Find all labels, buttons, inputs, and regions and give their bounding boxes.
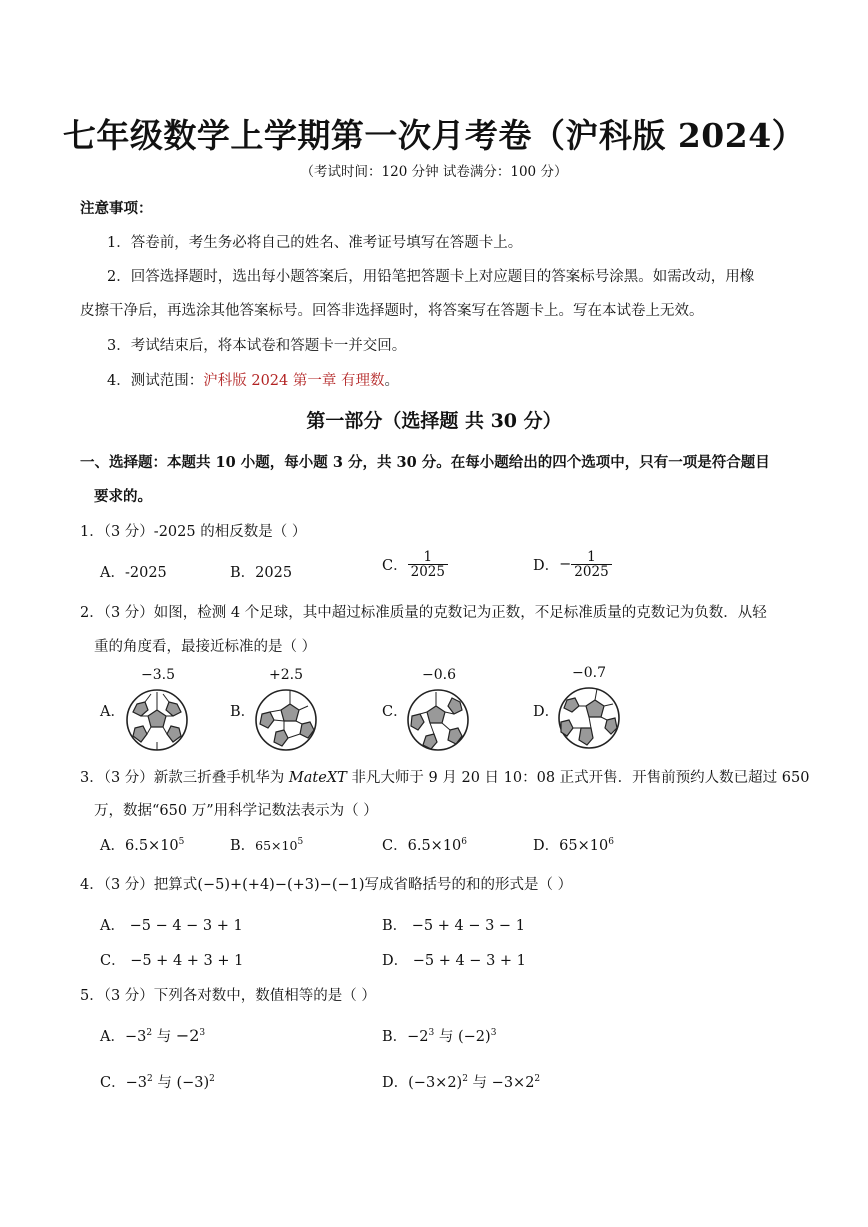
notice-item-2: 2．回答选择题时，选出每小题答案后，用铅笔把答题卡上对应题目的答案标号涂黑。如需改动，用橡 (107, 269, 755, 285)
notice-heading: 注意事项： (80, 200, 153, 217)
soccer-ball-d-icon (557, 686, 621, 750)
q1-option-d (533, 550, 612, 579)
q5-c-left-base: −3 (125, 1075, 147, 1091)
q3-stem-post: 非凡大师于 9 月 20 日 10：08 正式开售．开售前预约人数已超过 650 (346, 770, 810, 786)
q2-stem-line1: 2．（3 分）如图，检测 4 个足球，其中超过标准质量的克数记为正数，不足标准质量的克数记为负数．从轻 (80, 605, 767, 621)
q5-c-right-exp: 2 (209, 1074, 215, 1084)
part-intro-line2: 要求的。 (94, 488, 152, 505)
ball-a-mass: −3.5 (141, 667, 175, 683)
q1-d-denominator: 2025 (571, 564, 611, 579)
q4-stem-post: 写成省略括号的和的形式是（ ） (364, 877, 573, 893)
q1-d-numerator: 1 (587, 549, 596, 565)
q1-option-b: B．2025 (230, 565, 293, 581)
q5-d-left-base: (−3×2) (408, 1075, 463, 1091)
q5-option-d (382, 1071, 540, 1092)
q4-stem-pre: 4．（3 分）把算式 (80, 877, 198, 893)
page-title: 七年级数学上学期第一次月考卷（沪科版 2024） (62, 116, 806, 155)
notice-item-1: 1．答卷前，考生务必将自己的姓名、准考证号填写在答题卡上。 (107, 235, 523, 251)
q3-option-c (382, 834, 467, 855)
q1-stem: 1．（3 分）-2025 的相反数是（ ） (80, 524, 307, 540)
q4-option-b: B． −5 + 4 − 3 − 1 (382, 918, 525, 934)
ball-c-mass: −0.6 (422, 667, 456, 683)
q5-c-right-base: (−3) (176, 1075, 210, 1091)
q5-b-right-exp: 3 (490, 1028, 497, 1038)
q5-option-a (100, 1025, 205, 1046)
q4-option-d: D． −5 + 4 − 3 + 1 (382, 953, 526, 969)
q3-d-base: 65×10 (559, 838, 609, 854)
notice-item-4-prefix: 4．测试范围： (107, 373, 204, 389)
q1-c-fraction (408, 550, 448, 579)
soccer-ball-b-icon (254, 688, 318, 752)
section-title: 第一部分（选择题 共 30 分） (306, 410, 562, 432)
q5-option-c (100, 1071, 215, 1092)
soccer-ball-c-icon (406, 688, 470, 752)
q3-d-label: D． (533, 838, 560, 854)
q4-expression: (−5)+(+4)−(+3)−(−1) (197, 877, 365, 893)
q5-a-left-exp: 2 (146, 1028, 153, 1038)
q5-c-label: C． (100, 1075, 126, 1091)
q3-c-base: 6.5×10 (407, 838, 462, 854)
q5-b-left-exp: 3 (428, 1028, 435, 1038)
q1-c-label: C． (382, 558, 408, 575)
q5-d-and: 与 (467, 1075, 492, 1091)
q5-option-b (382, 1025, 496, 1046)
ball-b-mass: +2.5 (269, 667, 303, 683)
q1-d-label: D． (533, 558, 560, 575)
q3-stem-line2: 万，数据“650 万”用科学记数法表示为（ ） (94, 803, 378, 819)
ball-d-mass: −0.7 (572, 665, 606, 681)
q3-a-base: 6.5×10 (124, 838, 179, 854)
q5-d-right-exp: 2 (534, 1074, 541, 1084)
q5-c-and: 与 (152, 1075, 177, 1091)
q2-stem-line2: 重的角度看，最接近标准的是（ ） (94, 639, 317, 655)
q5-d-right-base: −3×2 (491, 1075, 535, 1091)
q3-option-a (100, 834, 184, 855)
q5-a-right-base: −2 (175, 1026, 200, 1045)
q3-c-label: C． (382, 838, 408, 854)
q5-b-right-base: (−2) (457, 1029, 491, 1045)
q1-d-fraction (571, 550, 611, 579)
q2-option-a-label: A． (100, 704, 125, 720)
q5-stem: 5．（3 分）下列各对数中，数值相等的是（ ） (80, 988, 376, 1004)
q5-d-label: D． (382, 1075, 409, 1091)
q1-c-denominator: 2025 (408, 564, 448, 579)
q3-model-name: MateXT (288, 770, 347, 786)
part-intro-line1: 一、选择题：本题共 10 小题，每小题 3 分，共 30 分。在每小题给出的四个选项中，只有一项是符合题目 (80, 454, 770, 471)
q2-option-b-label: B． (230, 704, 256, 720)
q3-option-d (533, 834, 614, 855)
q1-option-c (382, 550, 448, 579)
soccer-ball-a-icon (125, 688, 189, 752)
q3-a-exponent: 5 (178, 837, 185, 847)
q1-d-sign: − (559, 556, 572, 573)
q5-a-right-exp: 3 (199, 1028, 206, 1038)
q4-option-c: C． −5 + 4 + 3 + 1 (100, 953, 244, 969)
q5-a-left-base: −3 (124, 1029, 147, 1045)
q2-option-c-label: C． (382, 704, 408, 720)
q1-option-a: A．-2025 (100, 565, 167, 581)
q5-b-label: B． (382, 1029, 408, 1045)
q3-stem-line1 (80, 766, 809, 787)
notice-item-4 (107, 369, 399, 390)
q2-option-d-label: D． (533, 704, 560, 720)
q3-c-exponent: 6 (461, 837, 468, 847)
q3-b-label: B． (230, 838, 256, 854)
notice-item-2-cont: 皮擦干净后，再选涂其他答案标号。回答非选择题时，将答案写在答题卡上。写在本试卷上无效。 (80, 303, 704, 319)
q3-stem-pre: 3．（3 分）新款三折叠手机华为 (80, 770, 289, 786)
q4-stem (80, 873, 572, 894)
q5-a-and: 与 (152, 1029, 176, 1045)
q3-d-exponent: 6 (608, 837, 614, 847)
exam-info: （考试时间：120 分钟 试卷满分：100 分） (300, 164, 568, 180)
q3-a-label: A． (100, 838, 125, 854)
notice-item-3: 3．考试结束后，将本试卷和答题卡一并交回。 (107, 338, 407, 354)
q5-d-left-exp: 2 (462, 1074, 468, 1084)
notice-item-4-suffix: 。 (384, 373, 399, 389)
q4-option-a: A． −5 − 4 − 3 + 1 (100, 918, 243, 934)
q1-c-numerator: 1 (423, 549, 433, 565)
q5-b-left-base: −2 (407, 1029, 429, 1045)
q3-b-exponent: 5 (297, 837, 304, 847)
q3-b-base: 65×10 (255, 838, 298, 853)
q5-c-left-exp: 2 (146, 1074, 153, 1084)
q5-a-label: A． (100, 1029, 125, 1045)
test-range: 沪科版 2024 第一章 有理数 (203, 373, 385, 389)
q3-option-b (230, 834, 303, 855)
q5-b-and: 与 (434, 1029, 458, 1045)
